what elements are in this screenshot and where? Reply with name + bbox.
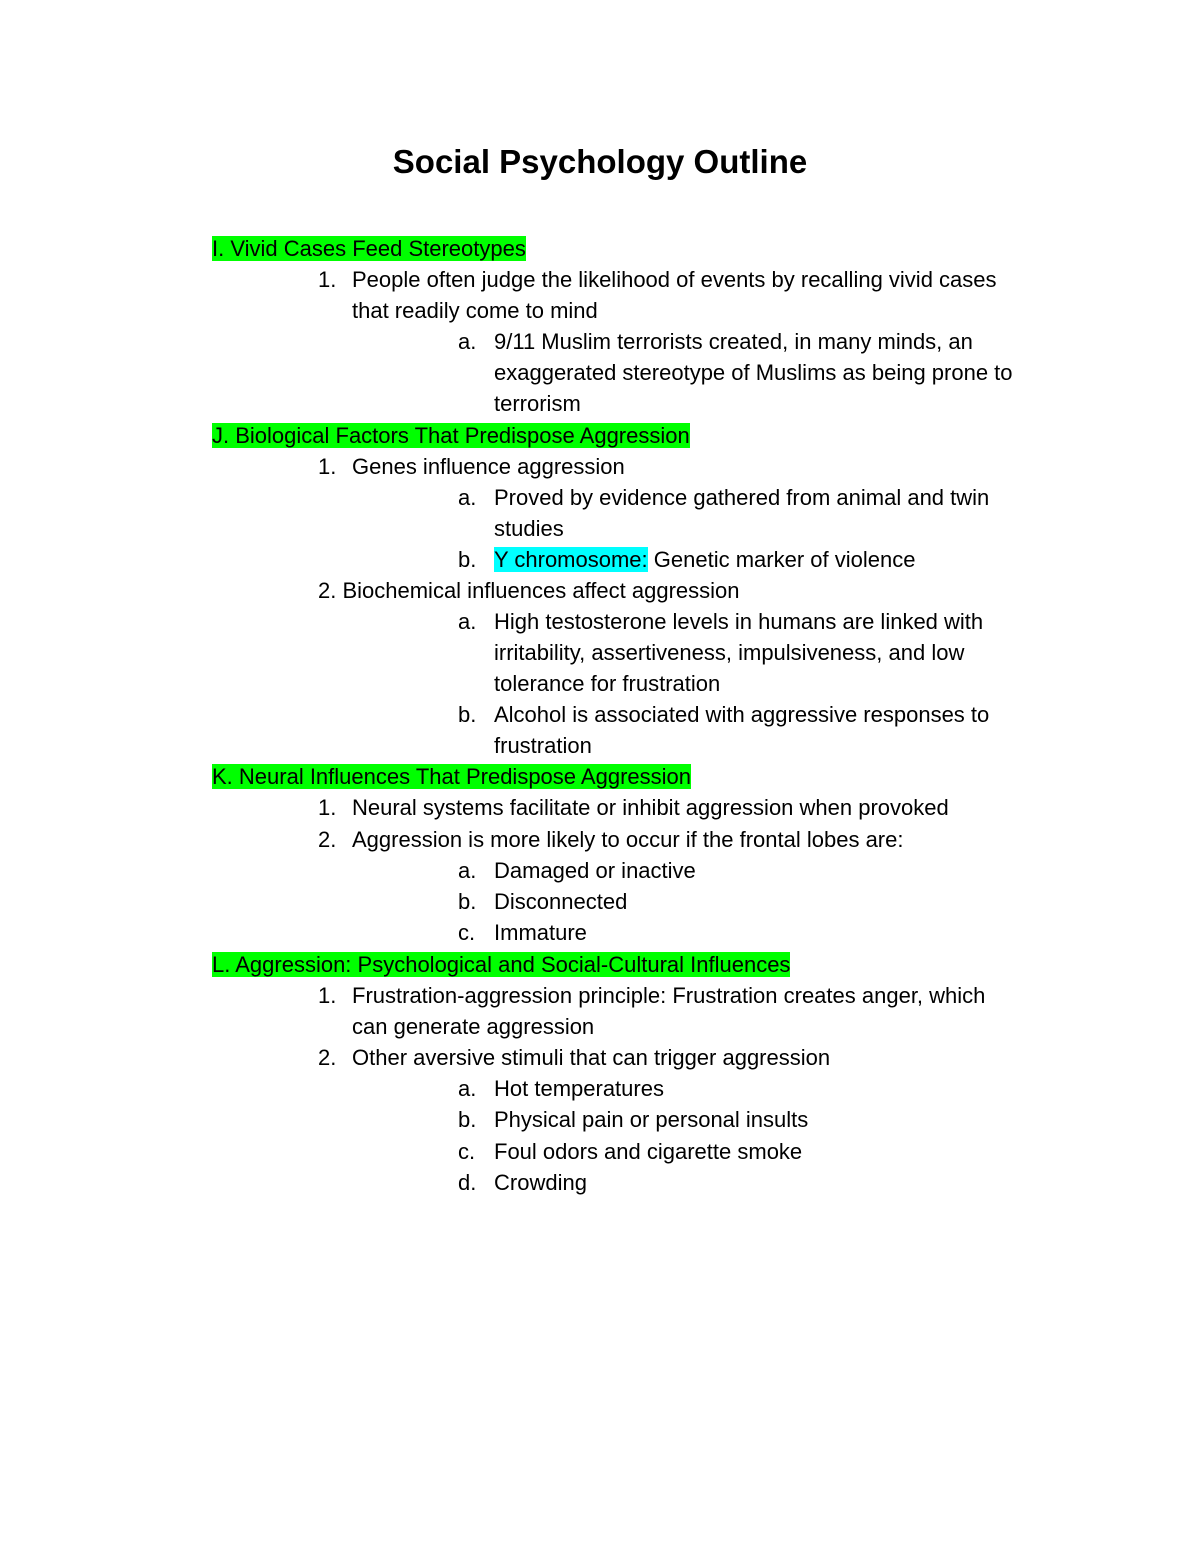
list-marker: a.: [458, 329, 477, 354]
list-item-text: Genes influence aggression: [352, 454, 625, 479]
list-marker: 2.: [318, 827, 337, 852]
list-item-text: Proved by evidence gathered from animal and twin: [494, 485, 990, 510]
list-marker: a.: [458, 1076, 477, 1101]
section-heading-i-text: I. Vivid Cases Feed Stereotypes: [212, 236, 526, 261]
list-item-text: 2. Biochemical influences affect aggression: [318, 578, 740, 603]
section-heading-l-text: L. Aggression: Psychological and Social-Cultural Influences: [212, 952, 791, 977]
list-marker: b.: [458, 1107, 477, 1132]
list-marker: 2.: [318, 1045, 337, 1070]
list-marker: b.: [458, 547, 477, 572]
list-item-text: Disconnected: [494, 889, 628, 914]
term-definition: Genetic marker of violence: [647, 547, 916, 572]
list-item-text: Crowding: [494, 1170, 587, 1195]
list-item-text: Aggression is more likely to occur if the frontal lobes are:: [352, 827, 904, 852]
list-marker: c.: [458, 920, 476, 945]
list-item-text: tolerance for frustration: [494, 671, 721, 696]
list-item-text: Hot temperatures: [494, 1076, 664, 1101]
list-item-text: High testosterone levels in humans are linked with: [494, 609, 984, 634]
page-title: Social Psychology Outline: [392, 143, 808, 180]
list-item-text: Foul odors and cigarette smoke: [494, 1139, 803, 1164]
section-heading-k-text: K. Neural Influences That Predispose Aggression: [212, 764, 691, 789]
section-heading-i: [212, 233, 526, 264]
list-item-text: [494, 544, 915, 575]
list-item-text: Neural systems facilitate or inhibit aggression when provoked: [352, 795, 949, 820]
list-marker: c.: [458, 1139, 476, 1164]
section-heading-k: [212, 761, 691, 792]
list-item-text: that readily come to mind: [352, 298, 598, 323]
list-marker: b.: [458, 702, 477, 727]
list-item-text: studies: [494, 516, 564, 541]
list-item-text: irritability, assertiveness, impulsiveness, and low: [494, 640, 965, 665]
list-item-text: Other aversive stimuli that can trigger aggression: [352, 1045, 831, 1070]
list-marker: a.: [458, 858, 477, 883]
list-item-text: 9/11 Muslim terrorists created, in many minds, an: [494, 329, 973, 354]
list-item-text: People often judge the likelihood of events by recalling vivid cases: [352, 267, 997, 292]
list-item-text: Immature: [494, 920, 587, 945]
list-item-text: can generate aggression: [352, 1014, 595, 1039]
list-item-text: frustration: [494, 733, 592, 758]
section-heading-j-text: J. Biological Factors That Predispose Aggression: [212, 423, 690, 448]
section-heading-l: [212, 949, 790, 980]
highlighted-term: Y chromosome:: [494, 547, 648, 572]
list-marker: 1.: [318, 983, 337, 1008]
section-heading-j: [212, 420, 690, 451]
list-marker: a.: [458, 485, 477, 510]
list-marker: a.: [458, 609, 477, 634]
list-item-text: Frustration-aggression principle: Frustration creates anger, which: [352, 983, 986, 1008]
list-item-text: terrorism: [494, 391, 581, 416]
list-item-text: Alcohol is associated with aggressive responses to: [494, 702, 990, 727]
list-item-text: exaggerated stereotype of Muslims as being prone to: [494, 360, 1013, 385]
list-item-text: Physical pain or personal insults: [494, 1107, 809, 1132]
list-marker: 1.: [318, 795, 337, 820]
list-marker: d.: [458, 1170, 477, 1195]
list-marker: b.: [458, 889, 477, 914]
list-marker: 1.: [318, 267, 337, 292]
list-item-text: Damaged or inactive: [494, 858, 696, 883]
list-marker: 1.: [318, 454, 337, 479]
